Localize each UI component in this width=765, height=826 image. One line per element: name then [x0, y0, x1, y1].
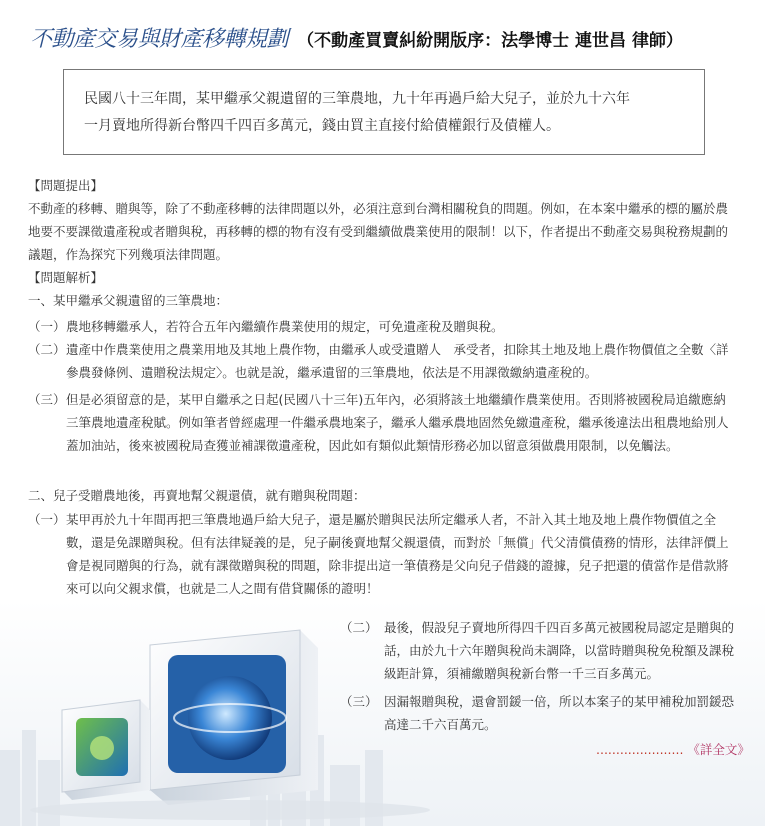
item-number: （一）	[28, 512, 66, 527]
item-text: 農地移轉繼承人，若符合五年內繼續作農業使用的規定，可免遺產稅及贈與稅。	[66, 319, 504, 334]
case-line: 民國八十三年間，某甲繼承父親遺留的三筆農地，九十年再過戶給大兒子，並於九十六年	[84, 91, 630, 107]
page-header	[30, 22, 683, 53]
item-text: 因漏報贈與稅，還會罰鍰一倍，所以本案子的某甲補稅加罰鍰恐高達二千六百萬元。	[384, 694, 735, 732]
small-cube	[62, 700, 150, 800]
issue-paragraph: 不動產的移轉、贈與等，除了不動產移轉的法律問題以外，必須注意到台灣相關稅負的問題。例如，在本案中繼承的標的屬於農地要不要課徵遺產稅或者贈與稅，再移轉的標的物有沒有受到繼續做農業使用的限制！以下，作者提出不動產交易與稅務規劃的議題，作為探究下列幾項法律問題。	[28, 201, 729, 262]
list-item	[28, 508, 738, 600]
item-text: 但是必須留意的是，某甲自繼承之日起(民國八十三年)五年內，必須將該土地繼續作農業使用。否則將被國稅局追繳應納三筆農地遺產稅賦。例如筆者曾經處理一件繼承農地案子，繼承人繼承農地固然免繳遺產稅，繼承後違法出租農地給別人蓋加油站，後來被國稅局查獲並補課徵遺產稅，因此如有類似此類情形務必加以留意須做農用限制，以免觸法。	[66, 392, 729, 453]
part1-heading: 一、某甲繼承父親遺留的三筆農地：	[28, 293, 229, 308]
item-number: （三）	[340, 694, 378, 709]
page-subtitle: （不動產買賣糾紛開版序：法學博士 連世昌 律師）	[297, 31, 683, 51]
part2-heading: 二、兒子受贈農地後，再賣地幫父親還債，就有贈與稅問題：	[28, 488, 366, 503]
case-line: 一月賣地所得新台幣四千四百多萬元，錢由買主直接付給債權銀行及債權人。	[84, 118, 560, 134]
large-cube	[150, 630, 318, 805]
analysis-heading: 【問題解析】	[28, 270, 104, 285]
item-text: 遺產中作農業使用之農業用地及其地上農作物，由繼承人或受遺贈人 承受者，扣除其土地及地上農作物價值之全數〈詳參農發條例、遺贈稅法規定〉。也就是說，繼承遺留的三筆農地，依法是不用課徵繳納遺產稅的。	[66, 342, 729, 380]
item-number: （一）	[28, 319, 66, 334]
item-number: （二）	[28, 342, 66, 357]
list-item	[340, 690, 738, 736]
item-number: （二）	[340, 620, 378, 635]
list-item	[28, 315, 738, 338]
issue-section	[28, 174, 738, 312]
item-number: （三）	[28, 392, 66, 407]
leader-dots: ......................	[596, 742, 684, 757]
page-title: 不動產交易與財產移轉規劃	[30, 27, 289, 52]
issue-heading: 【問題提出】	[28, 178, 104, 193]
item-text: 最後，假設兒子賣地所得四千四百多萬元被國稅局認定是贈與的話，由於九十六年贈與稅尚未調降，以當時贈與稅免稅額及課稅級距計算，須補繳贈與稅新台幣一千三百多萬元。	[384, 620, 735, 681]
list-item	[28, 388, 738, 457]
list-item	[340, 616, 738, 685]
item-text: 某甲再於九十年間再把三筆農地過戶給大兒子，還是屬於贈與民法所定繼承人者，不計入其土地及地上農作物價值之全數，還是免課贈與稅。但有法律疑義的是，兒子嗣後賣地幫父親還債，而對於「無償」代父清償債務的情形，法律評價上會是視同贈與的行為，就有課徵贈與稅的問題，除非提出這一筆債務是父向兒子借錢的證據，兒子把還的債當作是借款將來可以向父親求償，也就是二人之間有借貸關係的證明！	[66, 512, 729, 596]
case-summary-box	[63, 69, 705, 155]
part2-section	[28, 484, 738, 507]
read-more	[596, 740, 750, 758]
list-item	[28, 338, 738, 384]
full-text-link[interactable]: 《詳全文》	[687, 742, 750, 757]
